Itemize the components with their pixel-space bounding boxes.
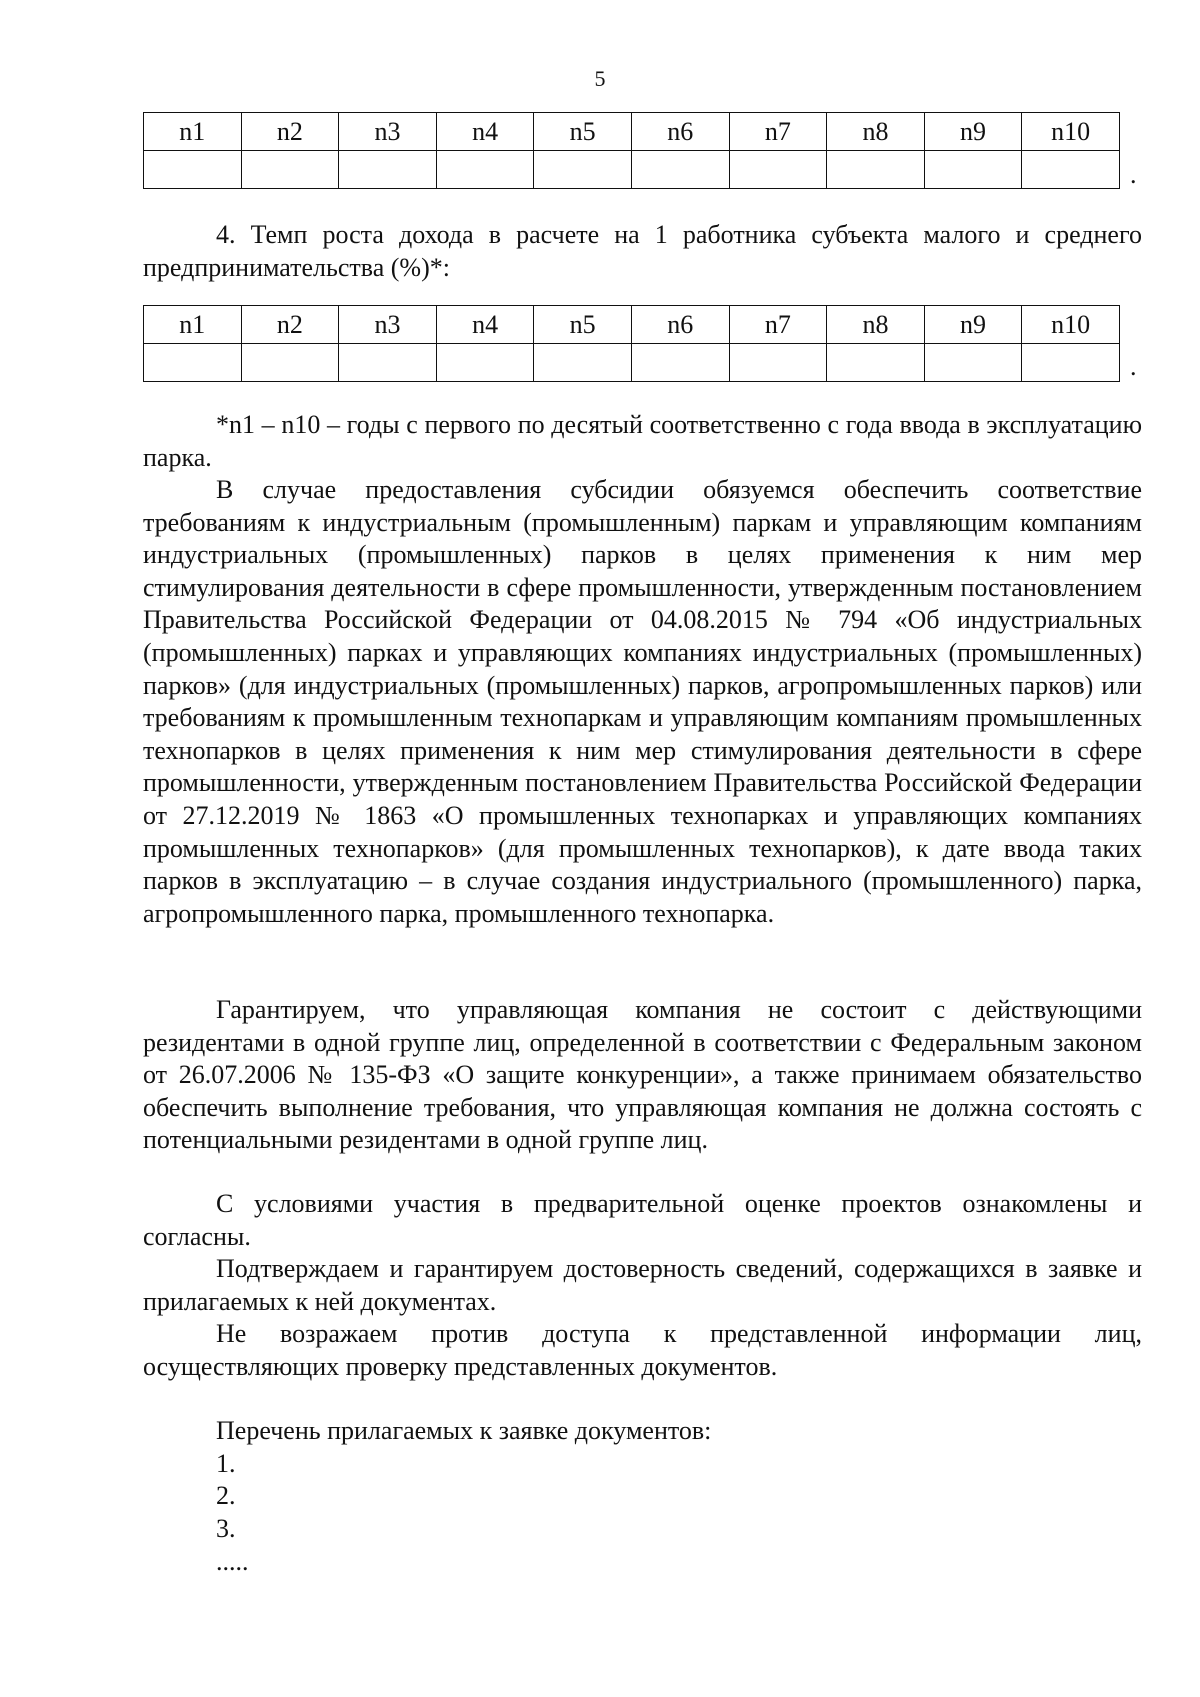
table-header-cell: n5 (534, 113, 632, 151)
table-header-cell: n6 (631, 113, 729, 151)
table-cell[interactable] (827, 344, 925, 382)
table-cell[interactable] (436, 344, 534, 382)
table-row (144, 151, 1120, 189)
table-header-cell: n10 (1022, 306, 1120, 344)
attachment-item: 1. (216, 1449, 236, 1478)
table-row (144, 344, 1120, 382)
table-header-cell: n10 (1022, 113, 1120, 151)
table-cell[interactable] (436, 151, 534, 189)
table-header-cell: n4 (436, 113, 534, 151)
table-cell[interactable] (534, 344, 632, 382)
table-cell[interactable] (241, 151, 339, 189)
footnote-years: *n1 – n10 – годы с первого по десятый соответственно с года ввода в эксплуатацию парка. (143, 410, 1142, 472)
table-cell[interactable] (729, 344, 827, 382)
table-header-cell: n7 (729, 306, 827, 344)
table-cell[interactable] (827, 151, 925, 189)
section-4-heading: 4. Темп роста дохода в расчете на 1 работника субъекта малого и среднего предпринимательства (%)*: (143, 220, 1142, 282)
table-header-cell: n8 (827, 306, 925, 344)
table-header-row (144, 306, 1120, 344)
table-cell[interactable] (1022, 344, 1120, 382)
table-header-cell: n9 (924, 113, 1022, 151)
table-cell[interactable] (339, 151, 437, 189)
table-1-trailing-dot: . (1130, 160, 1137, 189)
table-cell[interactable] (631, 344, 729, 382)
table-cell[interactable] (1022, 151, 1120, 189)
conditions-paragraph: С условиями участия в предварительной оценке проектов ознакомлены и согласны. (143, 1189, 1142, 1251)
table-2-trailing-dot: . (1130, 352, 1137, 381)
table-header-cell: n8 (827, 113, 925, 151)
subsidy-paragraph: В случае предоставления субсидии обязуемся обеспечить соответствие требованиям к индустриальным (промышленным) паркам и управляющим компаниям индустриальных (промышленных) парков в целях применения к ним мер стимулирования деятельности в сфере промышленности, утвержденным постановлением Правительства Российской Федерации от 04.08.2015 № 794 «Об индустриальных (промышленных) парках и управляющих компаниях индустриальных (промышленных) парков» (для индустриальных (промышленных) парков, агропромышленных парков) или требованиям к промышленным технопаркам и управляющим компаниям промышленных технопарков в целях применения к ним мер стимулирования деятельности в сфере промышленности, утвержденным постановлением Правительства Российской Федерации от 27.12.2019 № 1863 «О промышленных технопарках и управляющих компаниях промышленных технопарков» (для промышленных технопарков), к дате ввода таких парков в эксплуатацию – в случае создания индустриального (промышленного) парка, агропромышленного парка, промышленного технопарка. (143, 475, 1142, 928)
table-cell[interactable] (144, 151, 242, 189)
table-cell[interactable] (241, 344, 339, 382)
table-cell[interactable] (924, 151, 1022, 189)
table-header-cell: n5 (534, 306, 632, 344)
table-header-row (144, 113, 1120, 151)
table-cell[interactable] (631, 151, 729, 189)
table-header-cell: n2 (241, 113, 339, 151)
table-header-cell: n1 (144, 306, 242, 344)
table-header-cell: n6 (631, 306, 729, 344)
table-cell[interactable] (144, 344, 242, 382)
confirm-paragraph: Подтверждаем и гарантируем достоверность сведений, содержащихся в заявке и прилагаемых к ней документах. (143, 1254, 1142, 1316)
table-cell[interactable] (534, 151, 632, 189)
years-table-1 (143, 112, 1120, 189)
attachments-title: Перечень прилагаемых к заявке документов: (216, 1416, 712, 1445)
table-header-cell: n9 (924, 306, 1022, 344)
table-header-cell: n3 (339, 113, 437, 151)
table-header-cell: n4 (436, 306, 534, 344)
table-cell[interactable] (924, 344, 1022, 382)
attachment-item: 3. (216, 1514, 236, 1543)
table-header-cell: n7 (729, 113, 827, 151)
attachment-item: 2. (216, 1481, 236, 1510)
attachment-item: ..... (216, 1547, 249, 1576)
table-header-cell: n3 (339, 306, 437, 344)
years-table-2 (143, 305, 1120, 382)
table-header-cell: n2 (241, 306, 339, 344)
table-cell[interactable] (729, 151, 827, 189)
access-paragraph: Не возражаем против доступа к представленной информации лиц, осуществляющих проверку представленных документов. (143, 1319, 1142, 1381)
guarantee-paragraph: Гарантируем, что управляющая компания не состоит с действующими резидентами в одной группе лиц, определенной в соответствии с Федеральным законом от 26.07.2006 № 135-ФЗ «О защите конкуренции», а также принимаем обязательство обеспечить выполнение требования, что управляющая компания не должна состоять с потенциальными резидентами в одной группе лиц. (143, 995, 1142, 1155)
table-header-cell: n1 (144, 113, 242, 151)
table-cell[interactable] (339, 344, 437, 382)
page-number: 5 (594, 66, 606, 91)
